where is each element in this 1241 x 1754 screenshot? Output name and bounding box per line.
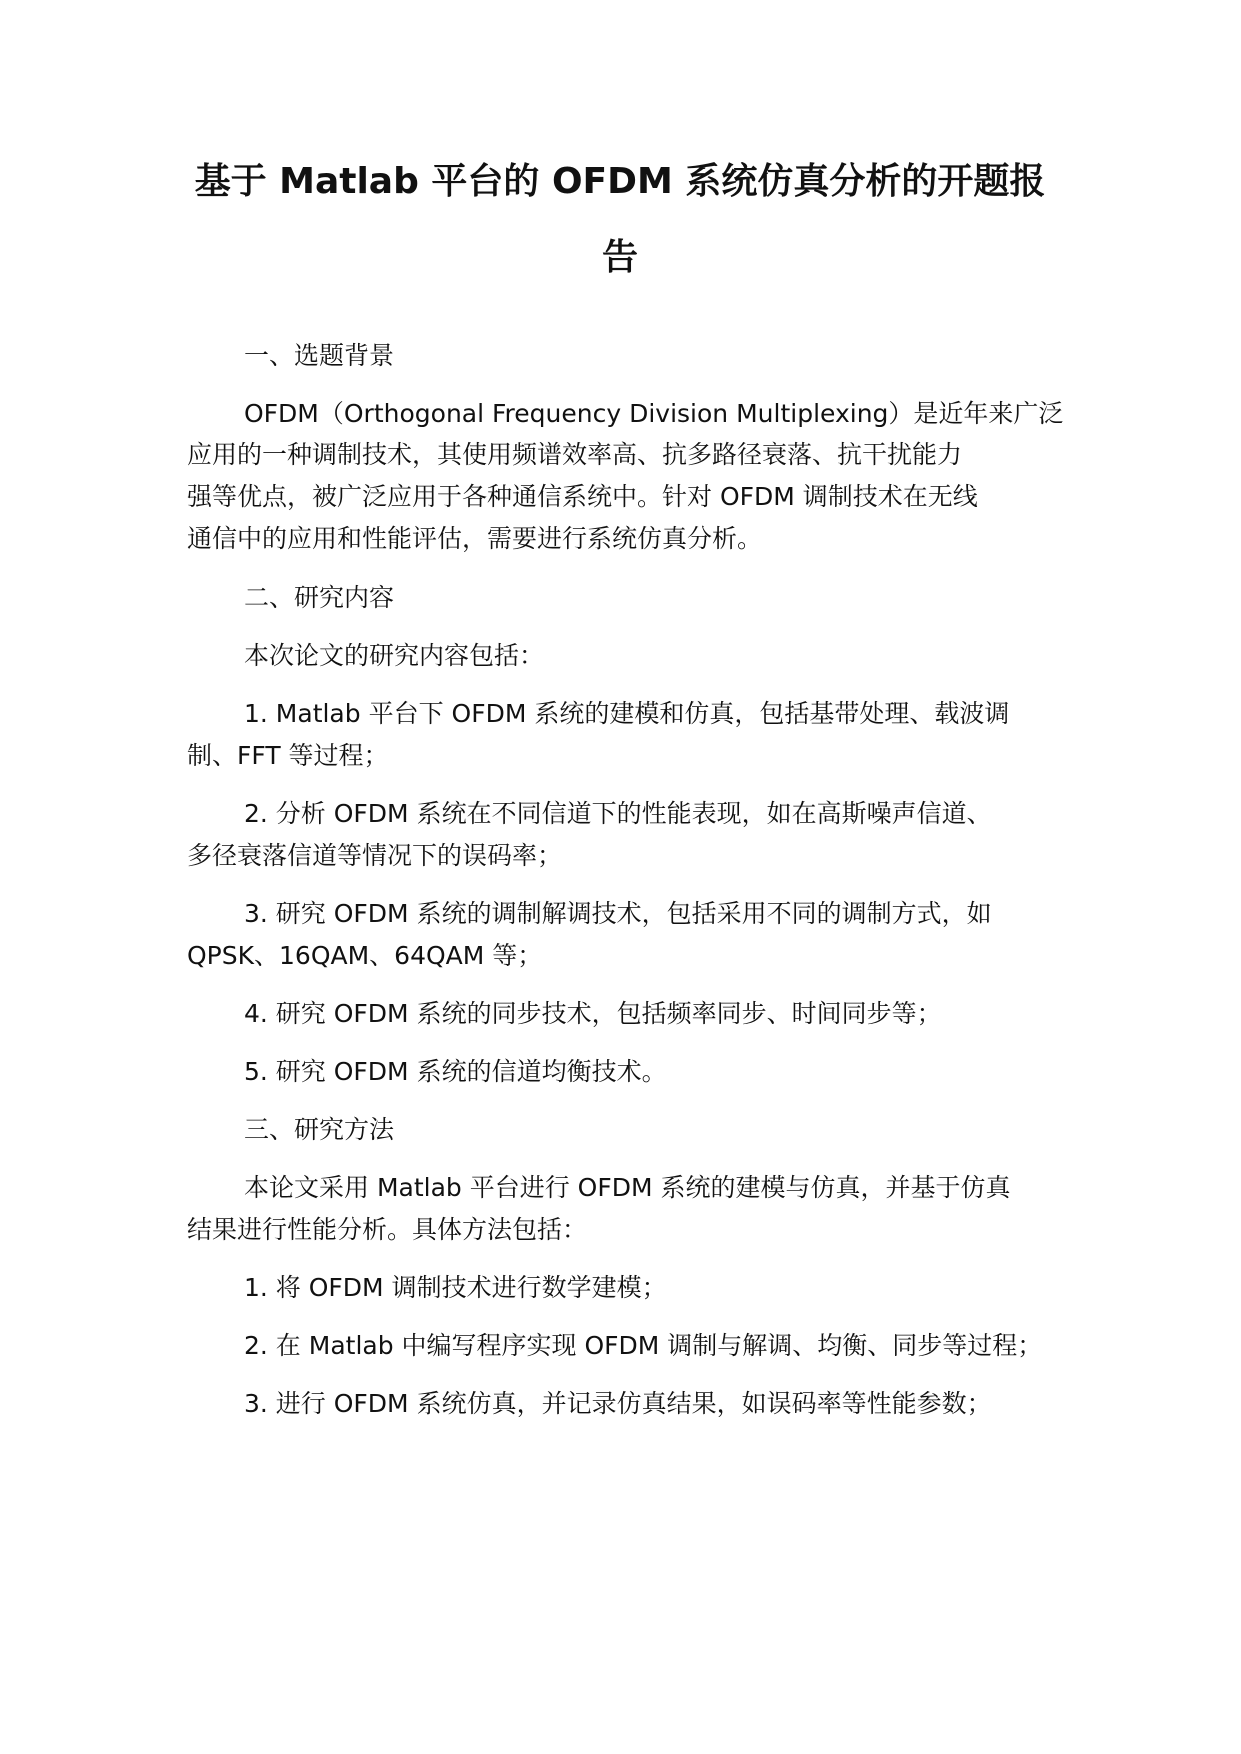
section-3-item-1: 1. 将 OFDM 调制技术进行数学建模； bbox=[244, 1273, 667, 1302]
section-2-item-3-line-2: QPSK、16QAM、64QAM 等； bbox=[187, 941, 543, 970]
section-3-paragraph-line: 本论文采用 Matlab 平台进行 OFDM 系统的建模与仿真，并基于仿真 bbox=[244, 1173, 1011, 1202]
section-2-item-2-line-1: 2. 分析 OFDM 系统在不同信道下的性能表现，如在高斯噪声信道、 bbox=[244, 799, 992, 828]
section-2-item-5: 5. 研究 OFDM 系统的信道均衡技术。 bbox=[244, 1057, 667, 1086]
document-title-line-1: 基于 Matlab 平台的 OFDM 系统仿真分析的开题报 bbox=[194, 161, 1046, 202]
section-2-item-2-line-2: 多径衰落信道等情况下的误码率； bbox=[187, 841, 563, 870]
section-1-paragraph-line: 应用的一种调制技术，其使用频谱效率高、抗多路径衰落、抗干扰能力 bbox=[187, 440, 963, 469]
section-2-item-1-line-2: 制、FFT 等过程； bbox=[187, 741, 389, 770]
section-2-heading: 二、研究内容 bbox=[244, 583, 395, 612]
section-3-paragraph-line: 结果进行性能分析。具体方法包括： bbox=[187, 1215, 588, 1244]
section-2-intro: 本次论文的研究内容包括： bbox=[244, 641, 545, 670]
section-1-paragraph-line: 通信中的应用和性能评估，需要进行系统仿真分析。 bbox=[187, 524, 763, 553]
section-1-paragraph-line: 强等优点，被广泛应用于各种通信系统中。针对 OFDM 调制技术在无线 bbox=[187, 482, 978, 511]
section-3-heading: 三、研究方法 bbox=[244, 1115, 395, 1144]
section-2-item-3-line-1: 3. 研究 OFDM 系统的调制解调技术，包括采用不同的调制方式，如 bbox=[244, 899, 992, 928]
section-3-item-3: 3. 进行 OFDM 系统仿真，并记录仿真结果，如误码率等性能参数； bbox=[244, 1389, 992, 1418]
section-3-item-2: 2. 在 Matlab 中编写程序实现 OFDM 调制与解调、均衡、同步等过程； bbox=[244, 1331, 1043, 1360]
document-title-line-2: 告 bbox=[601, 237, 638, 278]
section-2-item-1-line-1: 1. Matlab 平台下 OFDM 系统的建模和仿真，包括基带处理、载波调 bbox=[244, 699, 1010, 728]
section-2-item-4: 4. 研究 OFDM 系统的同步技术，包括频率同步、时间同步等； bbox=[244, 999, 942, 1028]
section-1-heading: 一、选题背景 bbox=[244, 341, 395, 370]
section-1-paragraph-line: OFDM（Orthogonal Frequency Division Multiplexing）是近年来广泛 bbox=[244, 399, 1064, 428]
